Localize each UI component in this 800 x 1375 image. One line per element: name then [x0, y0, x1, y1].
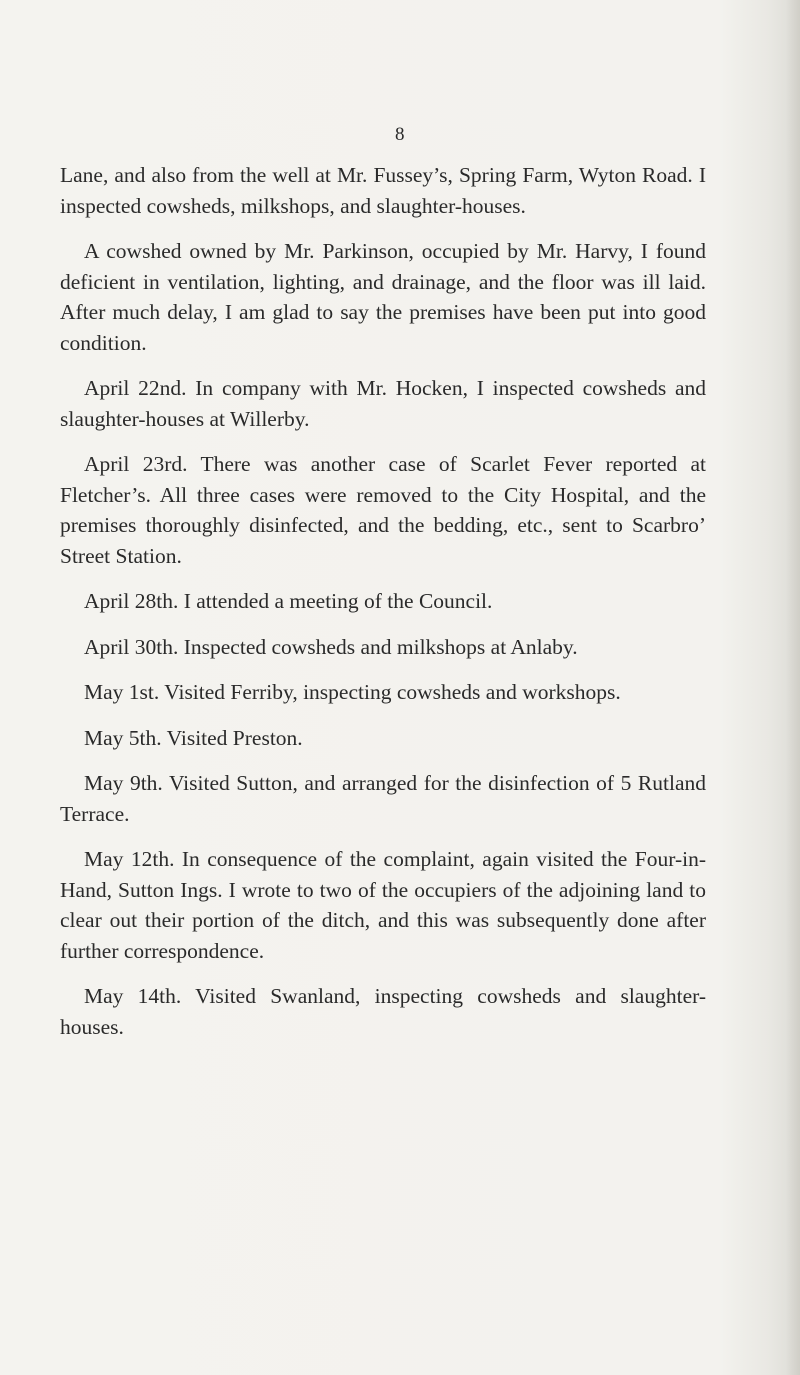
paragraph-april-22: April 22nd. In company with Mr. Hocken, I inspected cowsheds and slaughter-houses at Willerby.	[60, 376, 706, 431]
paragraph-may-14: May 14th. Visited Swanland, inspecting cowsheds and slaughter-houses.	[60, 984, 706, 1039]
paragraph-continuation: Lane, and also from the well at Mr. Fussey’s, Spring Farm, Wyton Road. I inspected cowsheds, milkshops, and slaughter-houses.	[60, 163, 706, 218]
paragraph-april-28: April 28th. I attended a meeting of the Council.	[84, 589, 493, 613]
paragraph-april-23: April 23rd. There was another case of Scarlet Fever reported at Fletcher’s. All three cases were removed to the City Hospital, and the premises thoroughly disinfected, and the bedding, etc., sent to Scarbro’ Street Station.	[60, 452, 706, 568]
page-edge-shadow	[786, 0, 800, 1375]
paragraph-may-12: May 12th. In consequence of the complaint, again visited the Four-in-Hand, Sutton Ings. I wrote to two of the occupiers of the adjoining land to clear out their portion of the ditch, and this was subsequently done after further correspondence.	[60, 847, 706, 963]
paragraph-may-5: May 5th. Visited Preston.	[84, 725, 303, 750]
paragraph-may-9: May 9th. Visited Sutton, and arranged for the disinfection of 5 Rutland Terrace.	[60, 771, 706, 826]
paragraph-april-30: April 30th. Inspected cowsheds and milkshops at Anlaby.	[84, 634, 578, 659]
page-number: 8	[395, 124, 405, 145]
paragraph-may-1: May 1st. Visited Ferriby, inspecting cowsheds and workshops.	[84, 680, 621, 704]
body-text	[60, 160, 706, 1057]
paragraph-cowshed-parkinson: A cowshed owned by Mr. Parkinson, occupied by Mr. Harvy, I found deficient in ventilation, lighting, and drainage, and the floor was ill laid. After much delay, I am glad to say the premises have been put into good condition.	[60, 239, 706, 355]
